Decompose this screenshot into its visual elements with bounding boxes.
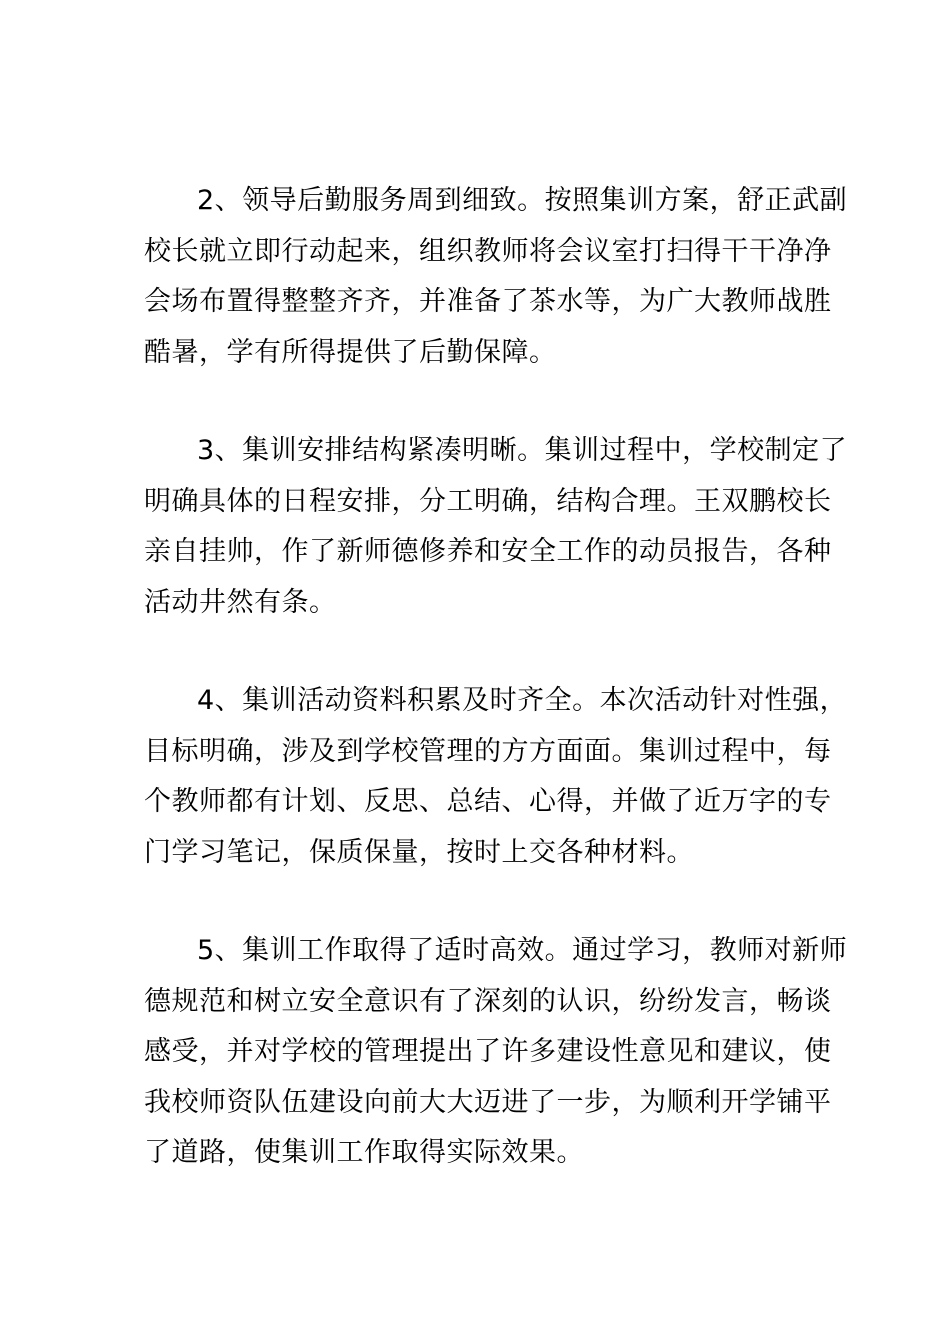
- paragraph-line: 5、集训工作取得了适时高效。通过学习，教师对新师: [197, 935, 848, 966]
- paragraph-line: 3、集训安排结构紧凑明晰。集训过程中，学校制定了: [197, 435, 848, 466]
- paragraph-line: 会场布置得整整齐齐，并准备了茶水等，为广大教师战胜: [144, 286, 832, 317]
- paragraph-line: 4、集训活动资料积累及时齐全。本次活动针对性强，: [197, 685, 848, 716]
- paragraph-3: [144, 426, 848, 628]
- paragraph-2: [144, 176, 848, 378]
- paragraph-line: 明确具体的日程安排，分工明确，结构合理。王双鹏校长: [144, 485, 832, 517]
- paragraph-4: [144, 676, 848, 878]
- paragraph-line: 我校师资队伍建设向前大大迈进了一步，为顺利开学铺平: [144, 1086, 832, 1118]
- paragraph-line: 门学习笔记，保质保量，按时上交各种材料。: [144, 836, 694, 868]
- paragraph-line: 2、领导后勤服务周到细致。按照集训方案，舒正武副: [197, 185, 848, 216]
- paragraph-line: 个教师都有计划、反思、总结、心得，并做了近万字的专: [144, 786, 832, 817]
- paragraph-line: 目标明确，涉及到学校管理的方方面面。集训过程中，每: [144, 735, 832, 767]
- document-body: [144, 176, 848, 1227]
- paragraph-line: 德规范和树立安全意识有了深刻的认识，纷纷发言，畅谈: [144, 985, 832, 1017]
- paragraph-line: 校长就立即行动起来，组织教师将会议室打扫得干干净净: [144, 235, 832, 267]
- paragraph-line: 亲自挂帅，作了新师德修养和安全工作的动员报告，各种: [144, 536, 832, 567]
- paragraph-line: 酷暑，学有所得提供了后勤保障。: [144, 336, 557, 368]
- paragraph-line: 活动井然有条。: [144, 586, 337, 618]
- paragraph-5: [144, 926, 848, 1179]
- paragraph-line: 感受，并对学校的管理提出了许多建设性意见和建议，使: [144, 1036, 832, 1067]
- paragraph-line: 了道路，使集训工作取得实际效果。: [144, 1137, 584, 1168]
